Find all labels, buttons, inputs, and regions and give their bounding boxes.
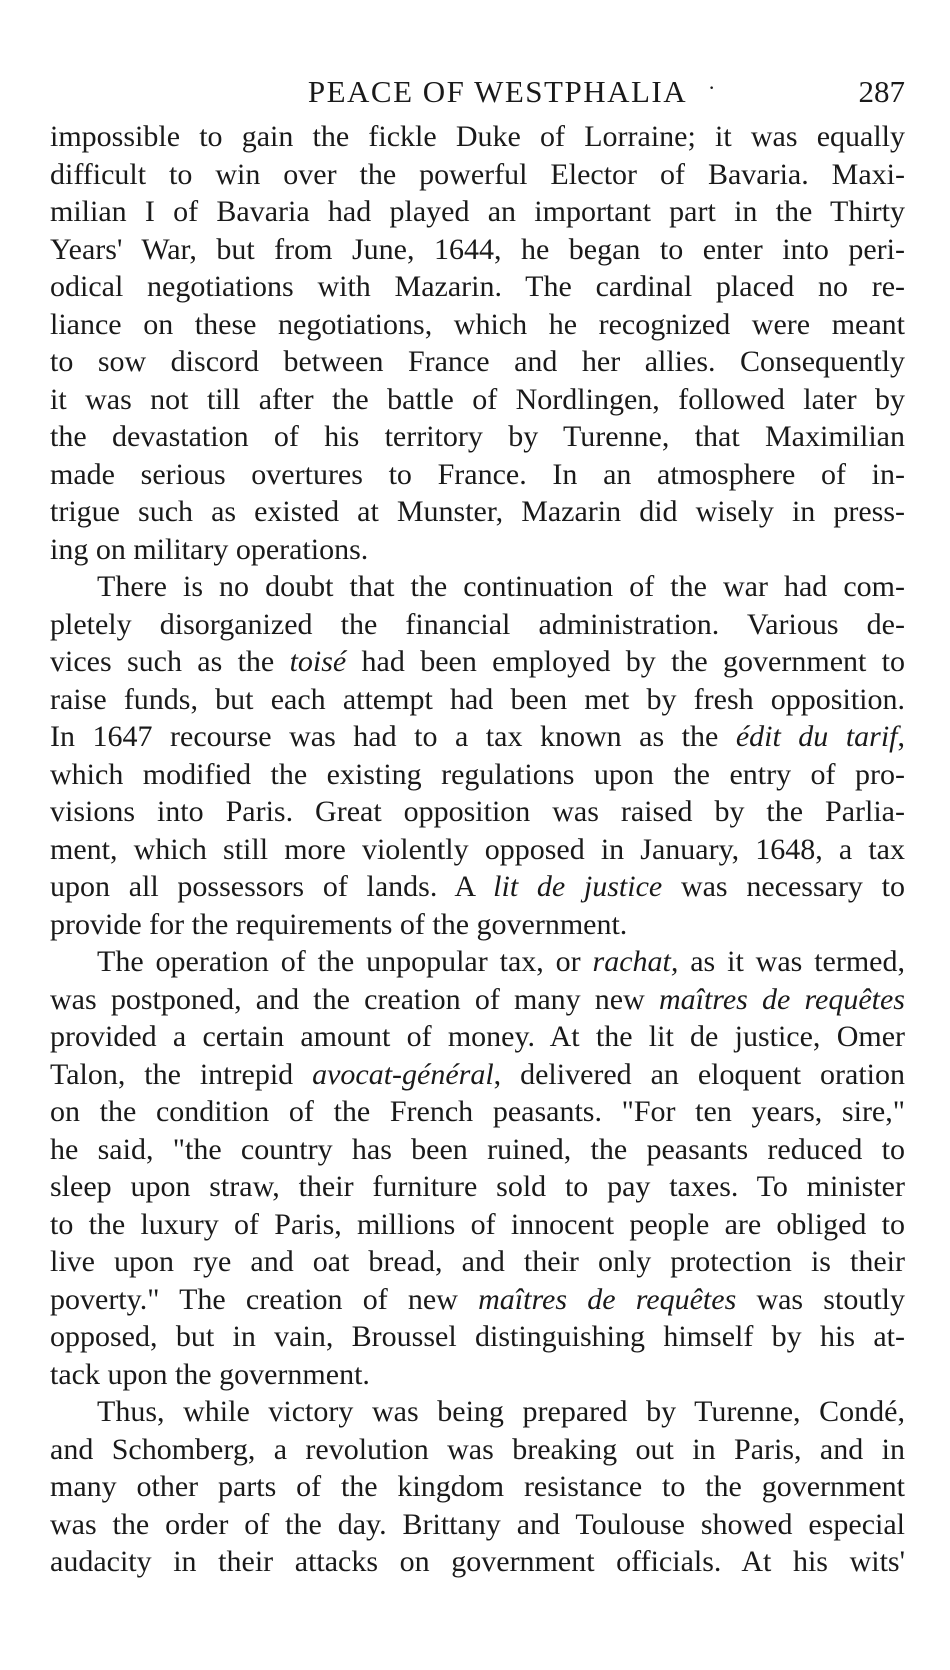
paragraph-1 — [50, 118, 905, 568]
text-line: visions into Paris. Great opposition was raised by the Parlia- — [50, 795, 905, 828]
text-line: upon all possessors of lands. A lit de justice was necessary to — [50, 870, 905, 903]
text-line: poverty." The creation of new maîtres de requêtes was stoutly — [50, 1282, 905, 1316]
text-line: Talon, the intrepid avocat-général, delivered an eloquent oration — [50, 1057, 905, 1091]
text-line: The operation of the unpopular tax, or rachat, as it was termed, — [97, 945, 905, 978]
text-line: odical negotiations with Mazarin. The cardinal placed no re- — [50, 270, 905, 303]
text-line: ment, which still more violently opposed in January, 1648, a tax — [50, 832, 905, 866]
text-line: and Schomberg, a revolution was breaking out in Paris, and in — [50, 1432, 905, 1466]
text-line: milian I of Bavaria had played an important part in the Thirty — [50, 195, 905, 228]
page-number: 287 — [858, 74, 905, 109]
text-line: made serious overtures to France. In an atmosphere of in- — [50, 457, 905, 491]
text-line: ing on military operations. — [50, 532, 369, 566]
text-line: which modified the existing regulations upon the entry of pro- — [50, 757, 905, 791]
text-line: provided a certain amount of money. At the lit de justice, Omer — [50, 1020, 905, 1053]
text-line: it was not till after the battle of Nordlingen, followed later by — [50, 382, 905, 416]
text-line: live upon rye and oat bread, and their only protection is their — [50, 1245, 905, 1278]
paragraph-2 — [50, 568, 905, 943]
text-line: raise funds, but each attempt had been met by fresh opposition. — [50, 682, 905, 716]
text-line: provide for the requirements of the government. — [50, 907, 628, 941]
text-line: There is no doubt that the continuation of the war had com- — [97, 570, 905, 603]
text-line: audacity in their attacks on government officials. At his wits' — [50, 1545, 905, 1578]
text-line: he said, "the country has been ruined, the peasants reduced to — [50, 1132, 905, 1166]
text-line: Thus, while victory was being prepared by Turenne, Condé, — [97, 1395, 905, 1428]
text-line: to sow discord between France and her allies. Consequently — [50, 345, 905, 378]
text-line: pletely disorganized the financial administration. Various de- — [50, 607, 905, 641]
text-line: opposed, but in vain, Broussel distinguishing himself by his at- — [50, 1320, 905, 1353]
text-line: sleep upon straw, their furniture sold to pay taxes. To minister — [50, 1170, 905, 1203]
text-line: Years' War, but from June, 1644, he began to enter into peri- — [50, 232, 905, 266]
text-line: many other parts of the kingdom resistance to the government — [50, 1470, 905, 1503]
text-line: the devastation of his territory by Turenne, that Maximilian — [50, 420, 905, 453]
text-line: to the luxury of Paris, millions of innocent people are obliged to — [50, 1207, 905, 1241]
text-line: impossible to gain the fickle Duke of Lorraine; it was equally — [50, 120, 905, 153]
book-page — [50, 66, 905, 1581]
text-line: was the order of the day. Brittany and Toulouse showed especial — [50, 1507, 905, 1541]
header-separator: · — [708, 75, 717, 100]
text-line: was postponed, and the creation of many new maîtres de requêtes — [50, 982, 905, 1016]
text-line: In 1647 recourse was had to a tax known as the édit du tarif, — [50, 720, 906, 753]
running-head — [50, 66, 905, 118]
text-line: trigue such as existed at Munster, Mazarin did wisely in press- — [50, 495, 905, 528]
text-line: liance on these negotiations, which he recognized were meant — [50, 307, 905, 341]
text-line: tack upon the government. — [50, 1357, 370, 1391]
paragraph-4 — [50, 1393, 905, 1581]
paragraph-3 — [50, 943, 905, 1393]
text-line: on the condition of the French peasants. "For ten years, sire," — [50, 1095, 905, 1128]
chapter-title: PEACE OF WESTPHALIA — [307, 74, 688, 109]
text-line: vices such as the toisé had been employed by the government to — [50, 645, 905, 678]
text-line: difficult to win over the powerful Elector of Bavaria. Maxi- — [50, 157, 905, 191]
